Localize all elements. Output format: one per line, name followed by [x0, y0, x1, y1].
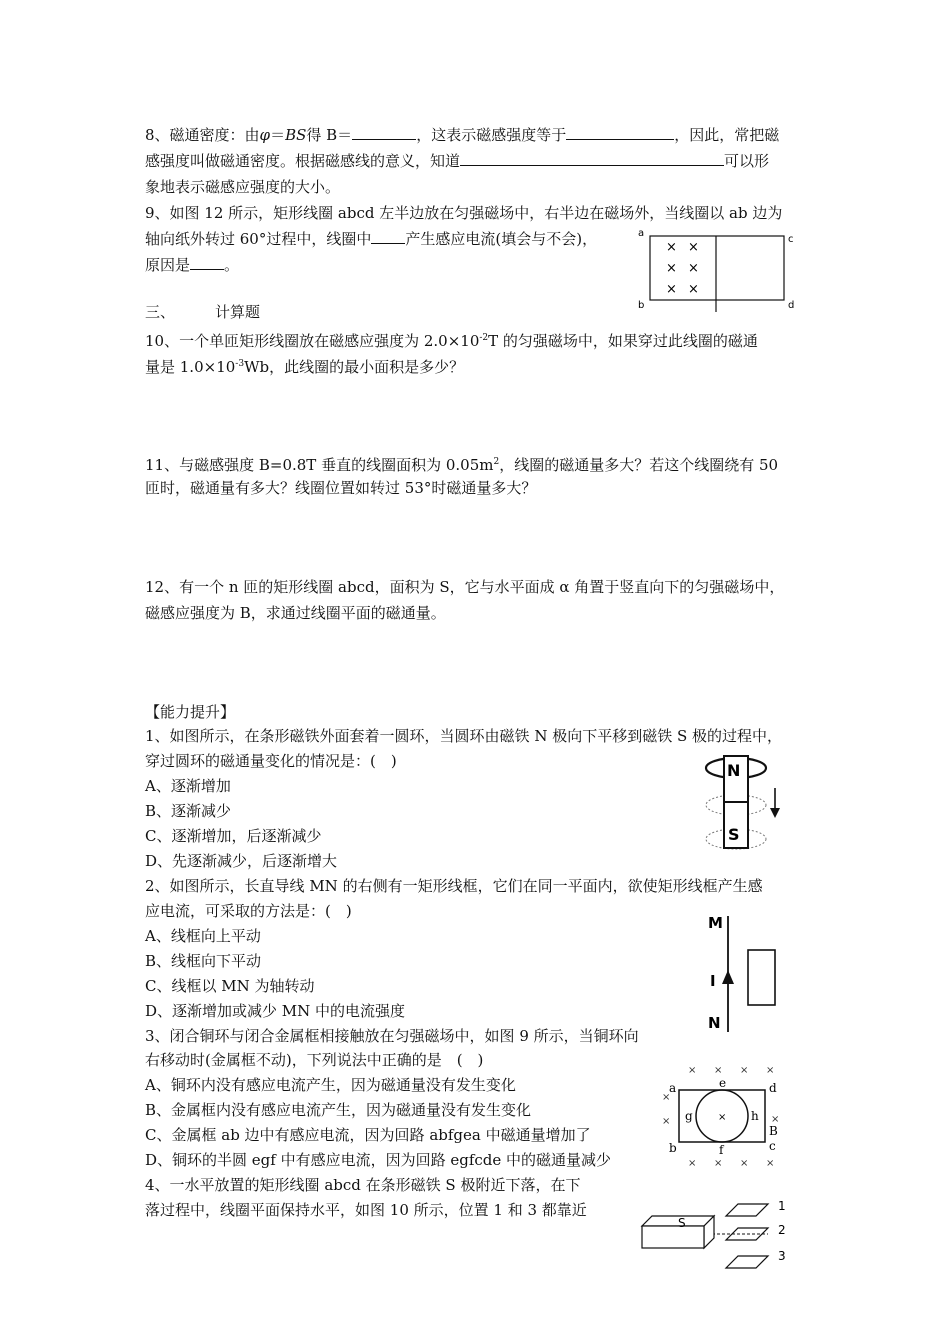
- field-cross: ×: [714, 1158, 723, 1169]
- ability-heading: 【能力提升】: [145, 703, 236, 721]
- frame-label-e: e: [719, 1076, 727, 1090]
- p2-option-d: D、逐渐增加或减少 MN 中的电流强度: [145, 1002, 406, 1020]
- magnet-s-label: S: [678, 1216, 686, 1230]
- p1-option-d: D、先逐渐减少，后逐渐增大: [145, 852, 338, 870]
- p3-stem-2: 右移动时(金属框不动)，下列说法中正确的是 ( ): [145, 1051, 484, 1069]
- p3-option-d: D、铜环的半圆 egf 中有感应电流，因为回路 egfcde 中的磁通量减少: [145, 1151, 612, 1169]
- current-i-label: I: [710, 972, 716, 990]
- q8-blank-2[interactable]: [566, 125, 674, 140]
- position-1-label: 1: [778, 1199, 786, 1213]
- p2-stem-2: 应电流，可采取的方法是：( ): [145, 902, 352, 920]
- wire-n-label: N: [708, 1014, 721, 1032]
- field-label-b: B: [769, 1124, 778, 1138]
- p1-option-b: B、逐渐减少: [145, 802, 232, 820]
- q9-label-d: d: [788, 300, 795, 311]
- wire-m-label: M: [708, 914, 723, 932]
- q9-label-b: b: [638, 300, 645, 311]
- p1-stem-1: 1、如图所示，在条形磁铁外面套着一圆环，当圆环由磁铁 N 极向下平移到磁铁 S 极的过程中，: [145, 727, 783, 745]
- field-cross: ×: [688, 1158, 697, 1169]
- q9-blank-1[interactable]: [371, 229, 405, 244]
- q10-line1: 10、一个单匝矩形线圈放在磁感应强度为 $2.0\times 10^{-2}T$ 的匀强磁场中，如果穿过此线圈的磁通: [145, 332, 758, 350]
- frame-label-f: f: [719, 1143, 724, 1157]
- p2-wire-figure: [700, 908, 790, 1036]
- frame-label-h: h: [751, 1109, 759, 1123]
- field-cross: ×: [662, 1092, 671, 1103]
- q12-line2: 磁感应强度为 B，求通过线圈平面的磁通量。: [145, 604, 446, 622]
- field-cross: ×: [662, 1116, 671, 1127]
- p3-option-b: B、金属框内没有感应电流产生，因为磁通量没有发生变化: [145, 1101, 532, 1119]
- q11-line2: 匝时，磁通量有多大？线圈位置如转过 53°时磁通量多大？: [145, 479, 537, 497]
- p3-stem-1: 3、闭合铜环与闭合金属框相接触放在匀强磁场中，如图 9 所示，当铜环向: [145, 1027, 639, 1045]
- position-3-label: 3: [778, 1249, 786, 1263]
- p4-stem-1: 4、一水平放置的矩形线圈 abcd 在条形磁铁 S 极附近下落，在下: [145, 1176, 581, 1194]
- frame-label-b: b: [669, 1141, 677, 1155]
- p2-option-a: A、线框向上平动: [145, 927, 261, 945]
- field-cross: ×: [688, 282, 699, 297]
- q8-blank-1[interactable]: [352, 125, 416, 140]
- field-cross: ×: [666, 282, 677, 297]
- q12-line1: 12、有一个 n 匝的矩形线圈 abcd，面积为 S，它与水平面成 α 角置于竖直向下的匀强磁场中，: [145, 578, 785, 596]
- q9-line2: 轴向纸外转过 60°过程中，线圈中 产生感应电流(填会与不会)，: [145, 230, 598, 248]
- ring-center-cross: ×: [718, 1112, 727, 1123]
- p2-option-b: B、线框向下平动: [145, 952, 262, 970]
- field-cross: ×: [714, 1065, 723, 1076]
- q10-line2: 量是 $1.0\times 10^{-3}Wb$，此线圈的最小面积是多少？: [145, 358, 465, 376]
- field-cross: ×: [688, 1065, 697, 1076]
- field-cross: ×: [688, 261, 699, 276]
- frame-label-g: g: [685, 1109, 693, 1123]
- p1-magnet-figure: [696, 748, 796, 860]
- frame-label-d: d: [769, 1081, 777, 1095]
- p3-ring-frame-figure: [655, 1062, 790, 1170]
- field-cross: ×: [771, 1114, 780, 1125]
- p1-option-c: C、逐渐增加，后逐渐减少: [145, 827, 322, 845]
- p1-option-a: A、逐渐增加: [145, 777, 231, 795]
- magnet-n-label: N: [727, 761, 741, 780]
- q9-line3: 原因是 。: [145, 256, 240, 274]
- q9-line1: 9、如图 12 所示，矩形线圈 abcd 左半边放在匀强磁场中，右半边在磁场外，当线圈以 ab 边为: [145, 204, 783, 222]
- p3-option-c: C、金属框 ab 边中有感应电流，因为回路 abfgea 中磁通量增加了: [145, 1126, 591, 1144]
- p1-stem-2: 穿过圆环的磁通量变化的情况是：( ): [145, 752, 397, 770]
- field-cross: ×: [740, 1065, 749, 1076]
- frame-label-a: a: [669, 1081, 677, 1095]
- q8-line2: 感强度叫做磁通密度。根据磁感线的意义，知道 可以形: [145, 152, 770, 170]
- q9-coil-figure: [636, 226, 806, 312]
- q8-blank-3[interactable]: [460, 151, 724, 166]
- field-cross: ×: [766, 1158, 775, 1169]
- p4-stem-2: 落过程中，线圈平面保持水平，如图 10 所示，位置 1 和 3 都靠近: [145, 1201, 587, 1219]
- position-2-label: 2: [778, 1223, 786, 1237]
- p2-option-c: C、线框以 MN 为轴转动: [145, 977, 315, 995]
- p2-stem-1: 2、如图所示，长直导线 MN 的右侧有一矩形线框，它们在同一平面内，欲使矩形线框产生感: [145, 877, 763, 895]
- q9-label-a: a: [638, 228, 645, 239]
- q8-line1: 8、磁通密度：由φ＝BS得 B＝ ，这表示磁感强度等于 ，因此，常把磁: [145, 126, 780, 144]
- field-cross: ×: [666, 261, 677, 276]
- field-cross: ×: [688, 240, 699, 255]
- q11-line1: 11、与磁感强度 B=0.8T 垂直的线圈面积为 $0.05m^2$，线圈的磁通量多大？若这个线圈绕有 50: [145, 456, 779, 474]
- q9-blank-2[interactable]: [190, 255, 224, 270]
- field-cross: ×: [740, 1158, 749, 1169]
- field-cross: ×: [666, 240, 677, 255]
- q9-label-c: c: [788, 234, 794, 245]
- magnet-s-label: S: [728, 825, 740, 844]
- p4-falling-coil-figure: [638, 1190, 798, 1280]
- field-cross: ×: [766, 1065, 775, 1076]
- frame-label-c: c: [769, 1139, 776, 1153]
- q8-line3: 象地表示磁感应强度的大小。: [145, 178, 341, 196]
- section-heading: 三、 计算题: [145, 303, 261, 321]
- p3-option-a: A、铜环内没有感应电流产生，因为磁通量没有发生变化: [145, 1076, 516, 1094]
